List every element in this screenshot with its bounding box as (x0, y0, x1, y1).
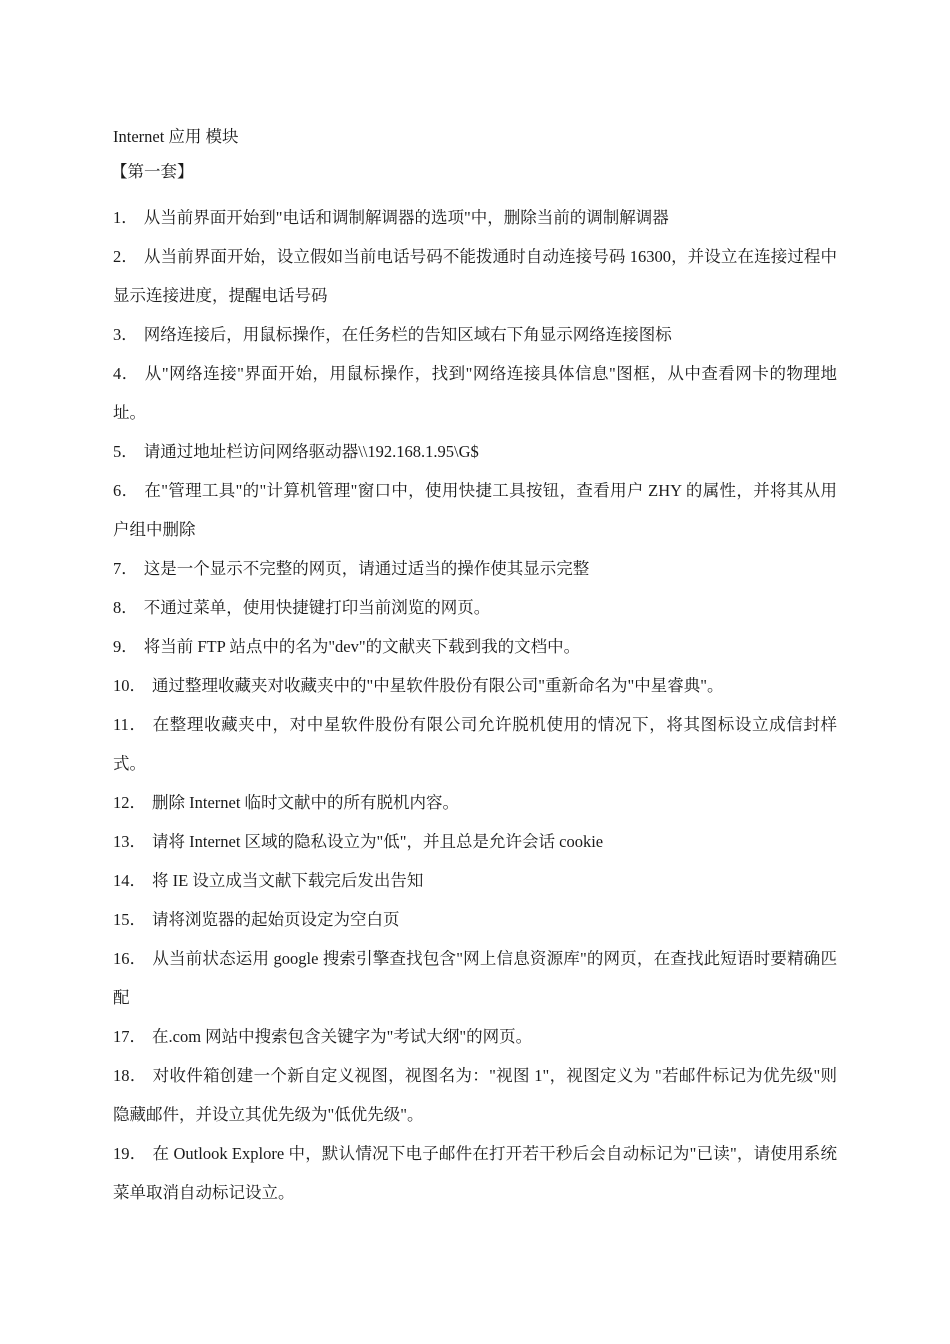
task-item-17 (113, 1017, 837, 1056)
task-item-5 (113, 432, 837, 471)
task-number: 18． (113, 1066, 147, 1085)
task-text: 从当前状态运用 google 搜索引擎查找包含"网上信息资源库"的网页，在查找此短语时要精确匹配 (113, 949, 837, 1007)
task-number: 1． (113, 208, 138, 227)
task-number: 10． (113, 676, 146, 695)
task-text: 在整理收藏夹中，对中星软件股份有限公司允许脱机使用的情况下，将其图标设立成信封样式。 (113, 715, 838, 773)
task-number: 15． (113, 910, 146, 929)
task-number: 14． (113, 871, 146, 890)
task-text: 对收件箱创建一个新自定义视图，视图名为："视图 1"，视图定义为 "若邮件标记为优先级"则隐藏邮件，并设立其优先级为"低优先级"。 (113, 1066, 837, 1124)
task-number: 2． (113, 247, 138, 266)
task-item-4 (113, 354, 837, 432)
task-item-11 (113, 705, 837, 783)
task-item-15 (113, 900, 837, 939)
task-text: 将当前 FTP 站点中的名为"dev"的文献夹下载到我的文档中。 (143, 637, 581, 656)
task-text: 这是一个显示不完整的网页，请通过适当的操作使其显示完整 (143, 559, 590, 578)
document-title: Internet 应用 模块 (113, 127, 239, 146)
task-text: 网络连接后，用鼠标操作，在任务栏的告知区域右下角显示网络连接图标 (143, 325, 672, 344)
task-number: 17． (113, 1027, 146, 1046)
task-item-18 (113, 1056, 837, 1134)
task-text: 在.com 网站中搜索包含关键字为"考试大纲"的网页。 (152, 1027, 533, 1046)
task-item-12 (113, 783, 837, 822)
task-text: 请将 Internet 区域的隐私设立为"低"，并且总是允许会话 cookie (152, 832, 604, 851)
task-list (113, 198, 837, 1212)
task-item-19 (113, 1134, 837, 1212)
task-number: 12． (113, 793, 146, 812)
task-item-3 (113, 315, 837, 354)
task-item-16 (113, 939, 837, 1017)
task-number: 7． (113, 559, 138, 578)
task-item-13 (113, 822, 837, 861)
task-number: 19． (113, 1144, 147, 1163)
task-text: 通过整理收藏夹对收藏夹中的"中星软件股份有限公司"重新命名为"中星睿典"。 (152, 676, 724, 695)
task-text: 删除 Internet 临时文献中的所有脱机内容。 (152, 793, 460, 812)
task-text: 请通过地址栏访问网络驱动器\\192.168.1.95\G$ (143, 442, 479, 461)
section-heading: 【第一套】 (111, 162, 194, 181)
task-text: 将 IE 设立成当文献下载完后发出告知 (152, 871, 424, 890)
task-item-6 (113, 471, 837, 549)
task-number: 5． (113, 442, 138, 461)
task-item-10 (113, 666, 837, 705)
task-text: 从当前界面开始到"电话和调制解调器的选项"中，删除当前的调制解调器 (143, 208, 669, 227)
task-item-7 (113, 549, 837, 588)
task-text: 在"管理工具"的"计算机管理"窗口中，使用快捷工具按钮，查看用户 ZHY 的属性，并将其从用户组中删除 (113, 481, 837, 539)
task-item-14 (113, 861, 837, 900)
task-item-8 (113, 588, 837, 627)
task-number: 4． (113, 364, 139, 383)
task-number: 8． (113, 598, 138, 617)
task-text: 不通过菜单，使用快捷键打印当前浏览的网页。 (143, 598, 491, 617)
task-number: 6． (113, 481, 139, 500)
task-number: 9． (113, 637, 138, 656)
task-text: 请将浏览器的起始页设定为空白页 (152, 910, 400, 929)
task-number: 16． (113, 949, 147, 968)
task-text: 在 Outlook Explore 中，默认情况下电子邮件在打开若干秒后会自动标记为"已读"，请使用系统菜单取消自动标记设立。 (113, 1144, 837, 1202)
task-number: 11． (113, 715, 147, 734)
task-text: 从"网络连接"界面开始，用鼠标操作，找到"网络连接具体信息"图框，从中查看网卡的物理地址。 (113, 364, 837, 422)
task-text: 从当前界面开始，设立假如当前电话号码不能拨通时自动连接号码 16300，并设立在连接过程中显示连接进度，提醒电话号码 (113, 247, 838, 305)
task-item-2 (113, 237, 837, 315)
task-item-1 (113, 198, 837, 237)
document-body (113, 122, 837, 1212)
task-item-9 (113, 627, 837, 666)
task-number: 13． (113, 832, 146, 851)
task-number: 3． (113, 325, 138, 344)
